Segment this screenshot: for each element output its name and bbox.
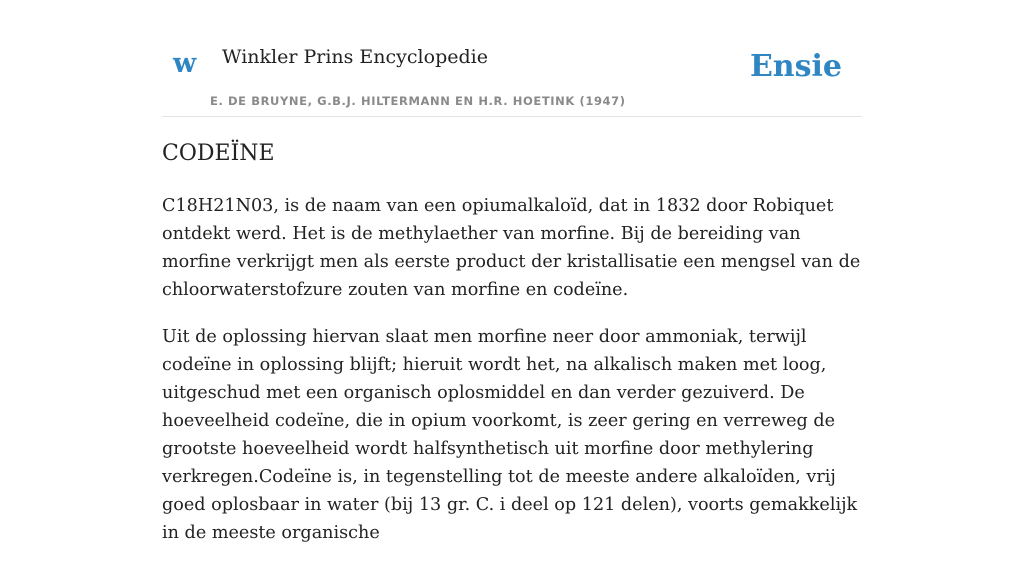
site-title[interactable]: Winkler Prins Encyclopedie	[222, 46, 488, 68]
winkler-prins-logo[interactable]: w	[173, 48, 197, 79]
authors-line: E. DE BRUYNE, G.B.J. HILTERMANN EN H.R. HOETINK (1947)	[210, 94, 626, 108]
page	[162, 0, 862, 543]
header	[162, 0, 862, 117]
article-body	[162, 192, 862, 566]
article-paragraph: Uit de oplossing hiervan slaat men morfine neer door ammoniak, terwijl codeïne in oplossing blijft; hieruit wordt het, na alkalisch maken met loog, uitgeschud met een organisch oplosmiddel en dan verder gezuiverd. De hoeveelheid codeïne, die in opium voorkomt, is zeer gering en verreweg de grootste hoeveelheid wordt halfsynthetisch uit morfine door methylering verkregen.Codeïne is, in tegenstelling tot de meeste andere alkaloïden, vrij goed oplosbaar in water (bij 13 gr. C. i deel op 121 delen), voorts gemakkelijk in de meeste organische	[162, 327, 858, 543]
article-title: CODEÏNE	[162, 141, 275, 166]
ensie-brand-logo[interactable]: Ensie	[749, 49, 842, 84]
article-paragraph: C18H21N03, is de naam van een opiumalkaloïd, dat in 1832 door Robiquet ontdekt werd. Het is de methylaether van morfine. Bij de bereiding van morfine verkrijgt men als eerste product der kristallisatie een mengsel van de chloorwaterstofzure zouten van morfine en codeïne.	[162, 196, 861, 300]
